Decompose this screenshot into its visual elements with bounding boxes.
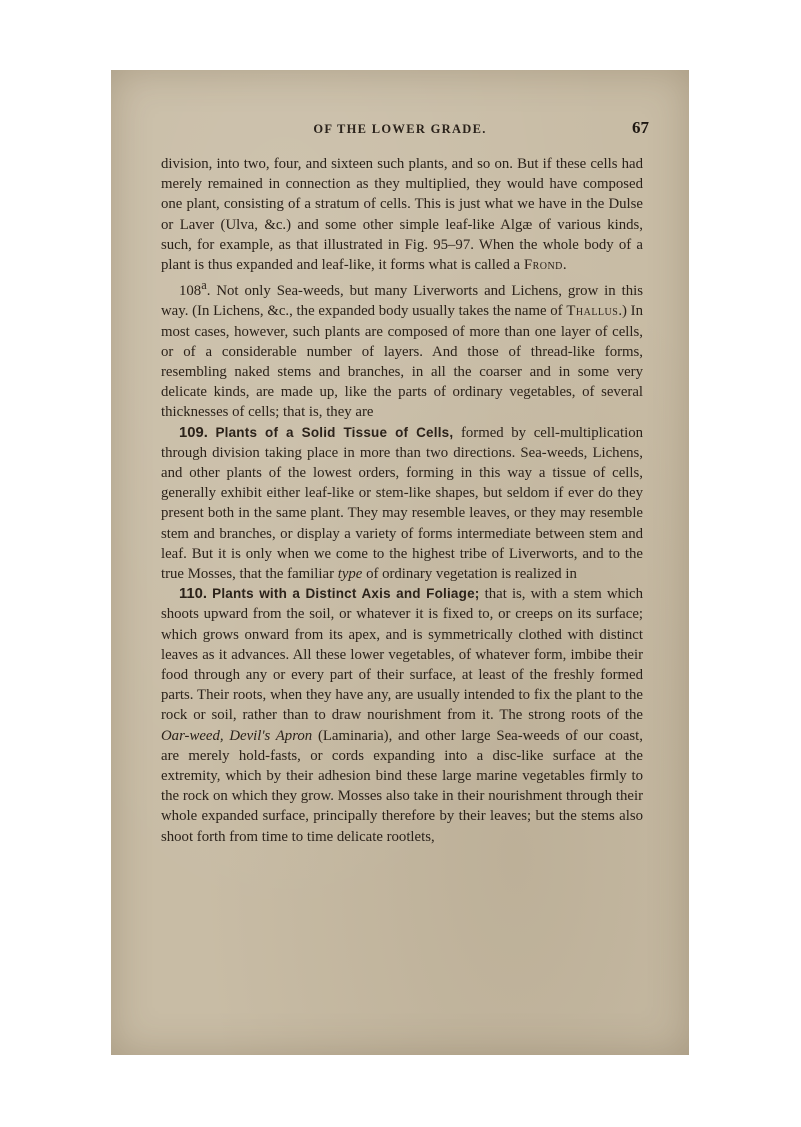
running-head-title: OF THE LOWER GRADE. <box>313 122 487 136</box>
paragraph-108: 108$^a$. Not only Sea-weeds, but many Liverworts and Lichens, grow in this way. (In Lichens, &c., the expanded body usually takes the name of Thallus.) In most cases, however, such plants are composed of more than one layer of cells, or of a considerable number of layers. And those of thread-like forms, resembling naked stems and branches, in all the coarser and in some very delicate kinds, are made up, like the parts of ordinary vegetables, of several thicknesses of cells; that is, they are <box>161 278 644 421</box>
paragraph-frond <box>161 154 643 275</box>
paragraph-end: . <box>562 257 567 274</box>
paragraph-text: division, into two, four, and sixteen such plants, and so on. But if these cells had merely remained in connection as they multiplied, they would have composed one plant, consisting of a stratum of cells. This is just what we have in the Dulse or Laver (Ulva, &c.) and some other simple leaf-like Algæ of various kinds, such, for example, as that illustrated in Fig. 95–97. When the whole body of a plant is thus expanded and leaf-like, it forms what is called a <box>161 156 643 274</box>
paragraph-109 <box>161 423 643 585</box>
section-number-108: 108 <box>179 283 202 300</box>
paragraph-text: Not only Sea-weeds, but many Liverworts and Lichens, grow in this way. (In Lichens, &c., the expanded body usually takes the name of <box>161 283 644 320</box>
section-number-110: 110. <box>179 586 207 603</box>
paragraph-text: .) In most cases, however, such plants are composed of more than one layer of cells, or of a considerable number of layers. And those of thread-like forms, resembling naked stems and branches, in all the coarser and in some very delicate kinds, are made up, like the parts of ordinary vegetables, of several thicknesses of cells; that is, they are <box>161 303 644 421</box>
paragraph-110 <box>161 584 643 847</box>
italic-type: type <box>337 565 363 582</box>
paragraph-text: formed by cell-multiplication through division taking place in more than two directions. Sea-weeds, Lichens, and other plants of the lowest orders, forming in this way a tissue of cells, generally exhibit either leaf-like or stem-like shapes, but seldom if ever do they present both in the same plant. They may resemble leaves, or they may resemble stem and branches, or display a variety of forms intermediate between stem and leaf. But it is only when we come to the highest tribe of Liverworts, and to the true Mosses, that the familiar <box>161 424 643 582</box>
italic-oar-weed: Oar-weed, Devil's Apron <box>161 727 313 744</box>
paragraph-text: that is, with a stem which shoots upward from the soil, or whatever it is fixed to, or creeps on its surface; which grows onward from its apex, and is symmetrically clothed with distinct leaves as it advances. All these lower vegetables, of whatever form, imbibe their food through any or every part of their surface, at least of the freshly formed parts. Their roots, when they have any, are usually intended to fix the plant to the rock or soil, rather than to draw nourishment from it. The strong roots of the <box>161 586 643 724</box>
running-head <box>111 118 689 144</box>
paragraph-text: (Laminaria), and other large Sea-weeds of our coast, are merely hold-fasts, or cords expanding into a disc-like surface at the extremity, which by their adhesion bind these large marine vegetables firmly to the rock on which they grow. Mosses also take in their nourishment through their whole expanded surface, principally therefore by their leaves; but the stems also shoot forth from time to time delicate rootlets, <box>161 727 643 845</box>
body-text <box>161 154 643 847</box>
section-number-109: 109. <box>179 424 208 441</box>
term-frond: Frond <box>523 257 563 274</box>
scanned-page <box>111 70 689 1055</box>
section-heading-109: Plants of a Solid Tissue of Cells, <box>215 424 454 440</box>
term-thallus: Thallus <box>566 303 619 320</box>
section-heading-110: Plants with a Distinct Axis and Foliage; <box>212 586 480 602</box>
page-number: 67 <box>632 118 649 137</box>
paragraph-text: of ordinary vegetation is realized in <box>366 565 577 582</box>
